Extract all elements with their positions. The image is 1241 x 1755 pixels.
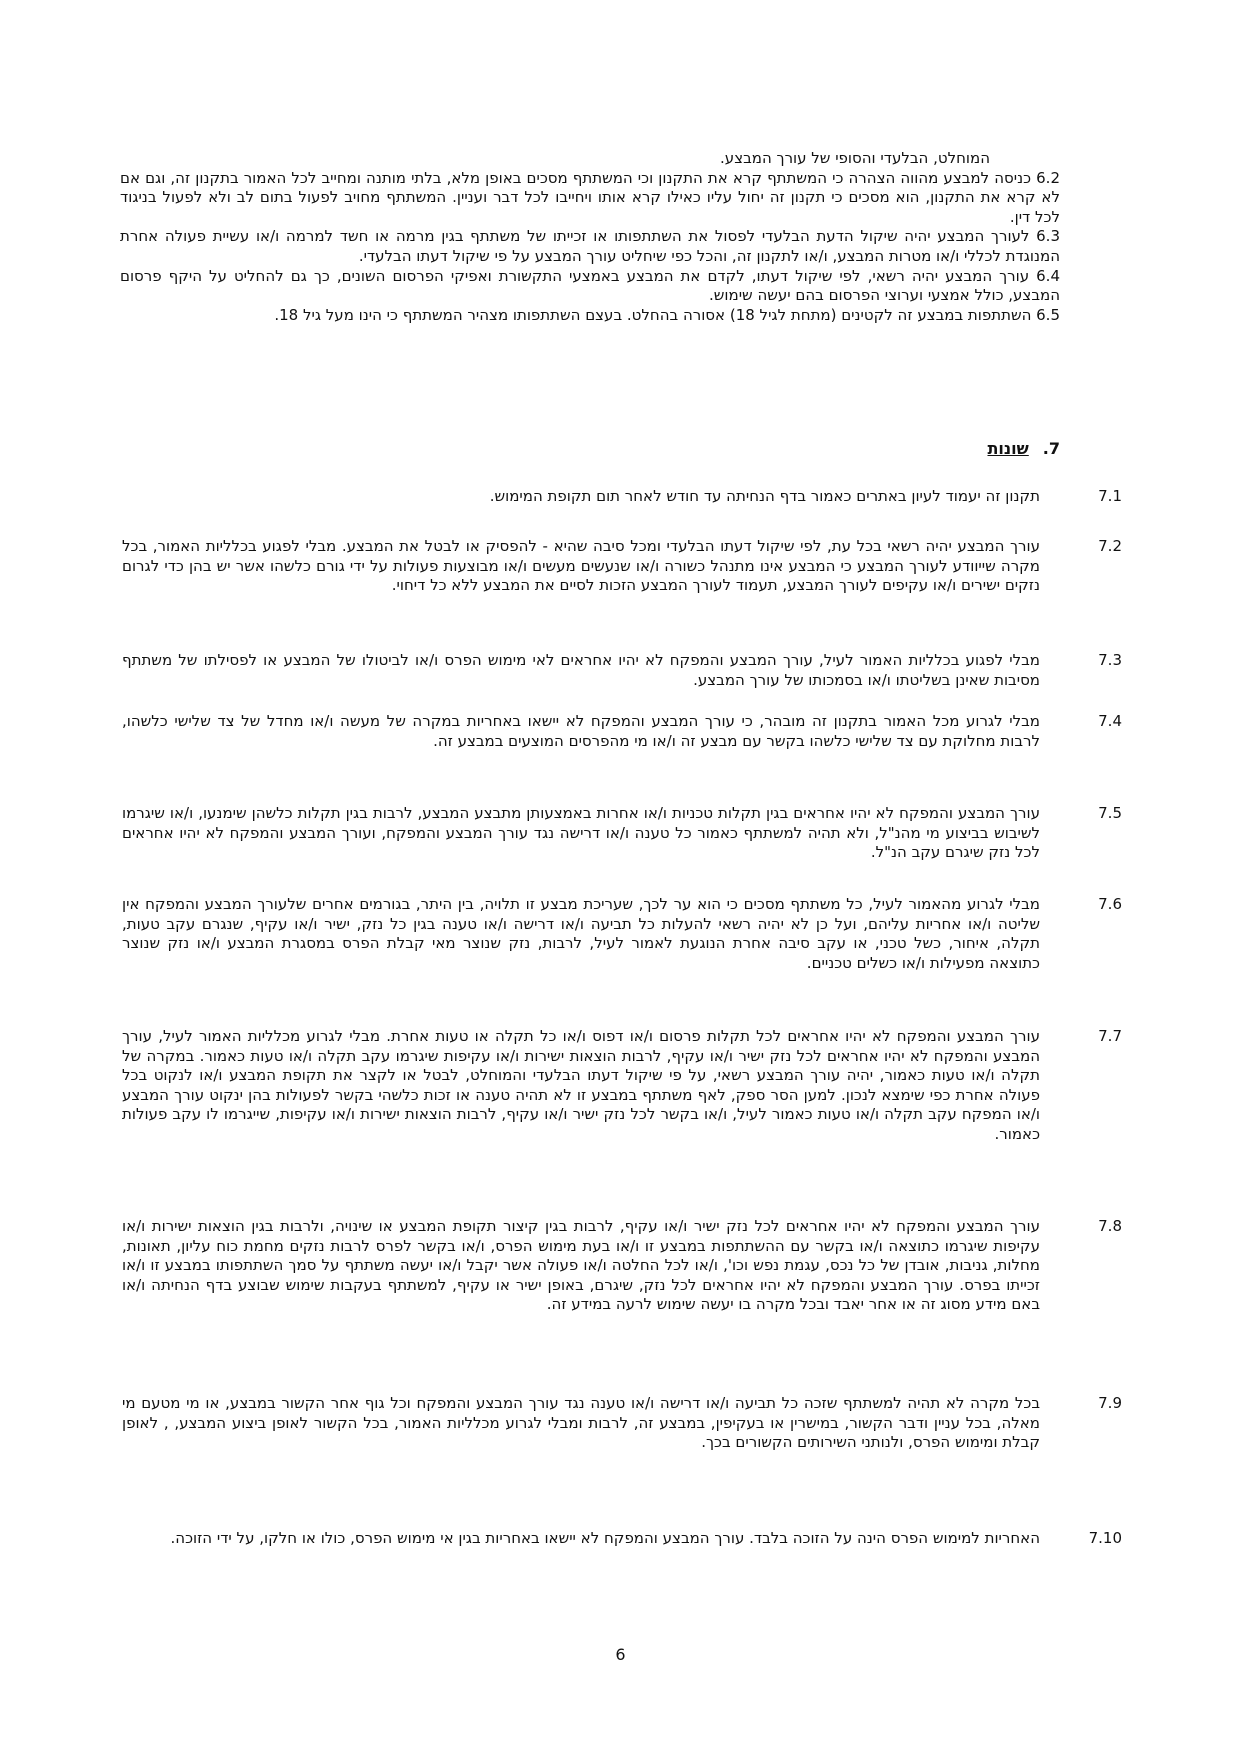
clause-number: 7.4 [1098, 712, 1122, 730]
clause-7-7 [122, 1027, 1122, 1145]
clause-7-6 [122, 895, 1122, 973]
paragraph-6-2: 6.2 כניסה למבצע מהווה הצהרה כי המשתתף קרא את התקנון וכי המשתתף מסכים באופן מלא, בלתי מותנה ומחייב לכל האמור בתקנון זה, וגם אם לא קרא את התקנון, הוא מסכים כי תקנון זה יחול עליו כאילו קרא אותו ויחייבו לכל דבר ועניין. המשתתף מחויב לפעול בתום לב ולא לפעול בניגוד לכל דין. [120, 168, 1060, 226]
clause-text: תקנון זה יעמוד לעיון באתרים כאמור בדף הנחיתה עד חודש לאחר תום תקופת המימוש. [489, 487, 1040, 505]
clause-text: עורך המבצע והמפקח לא יהיו אחראים בגין תקלות טכניות ו/או אחרות באמצעותן מתבצע המבצע, לרבות בגין תקלות כלשהן שימנעו, ו/או שיגרמו לשיבוש בביצוע מי מהנ"ל, ולא תהיה למשתתף כאמור כל טענה ו/או דרישה נגד עורך המבצע והמפקח, ועורך המבצע והמפקח לא יהיו אחראים לכל נזק שיגרם עקב הנ"ל. [122, 804, 1040, 862]
paragraph-6-1-tail: המוחלט, הבלעדי והסופי של עורך המבצע. [720, 149, 990, 167]
clause-7-3 [122, 651, 1122, 690]
clause-number: 7.3 [1098, 651, 1122, 669]
page-number: 6 [615, 1645, 626, 1664]
clause-text: מבלי לגרוע מכל האמור בתקנון זה מובהר, כי עורך המבצע והמפקח לא יישאו באחריות במקרה של מעשה ו/או מחדל של צד שלישי כלשהו, לרבות מחלוקת עם צד שלישי כלשהו בקשר עם מבצע זה ו/או מי מהפרסים המוצעים במבצע זה. [122, 712, 1040, 750]
clause-7-5 [122, 804, 1122, 863]
clause-7-2 [122, 537, 1122, 596]
clause-7-9 [122, 1394, 1122, 1453]
clause-number: 7.6 [1098, 895, 1122, 913]
clause-7-4 [122, 712, 1122, 751]
clause-number: 7.10 [1088, 1529, 1122, 1547]
clause-number: 7.1 [1098, 487, 1122, 505]
section-title: שונות [987, 439, 1029, 458]
clause-number: 7.7 [1098, 1027, 1122, 1045]
paragraph-6-4: 6.4 עורך המבצע יהיה רשאי, לפי שיקול דעתו, לקדם את המבצע באמצעי התקשורת ואפיקי הפרסום השונים, כך גם להחליט על היקף פרסום המבצע, כולל אמצעי וערוצי הפרסום בהם יעשה שימוש. [120, 266, 1060, 305]
section-6-continuation [120, 149, 1060, 325]
clause-number: 7.5 [1098, 804, 1122, 822]
clause-text: האחריות למימוש הפרס הינה על הזוכה בלבד. עורך המבצע והמפקח לא יישאו באחריות בגין אי מימוש הפרס, כולו או חלקו, על ידי הזוכה. [170, 1529, 1040, 1547]
clause-text: עורך המבצע והמפקח לא יהיו אחראים לכל תקלות פרסום ו/או דפוס ו/או כל תקלה או טעות אחרת. מבלי לגרוע מכלליות האמור לעיל, עורך המבצע והמפקח לא יהיו אחראים לכל נזק ישיר ו/או עקיף, לרבות הוצאות ישירות ו/או עקיפות שיגרמו עקב תקלה ו/או טעות כאמור. במקרה של תקלה ו/או טעות כאמור, יהיה עורך המבצע רשאי, על פי שיקול דעתו הבלעדי והמוחלט, לבטל או לקצר את תקופת המבצע ו/או לנקוט בכל פעולה אחרת כפי שימצא לנכון. למען הסר ספק, לאף משתתף במבצע זו לא תהיה טענה או זכות כלשהי בקשר לפעולות בהן ינקוט עורך המבצע ו/או המפקח עקב תקלה ו/או טעות כאמור לעיל, ו/או בקשר לכל נזק ישיר ו/או עקיף, לרבות הוצאות ישירות ו/או עקיפות, שייגרמו לו עקב פעולות כאמור. [122, 1027, 1040, 1143]
clause-7-1 [122, 487, 1122, 507]
paragraph-6-5: 6.5 השתתפות במבצע זה לקטינים (מתחת לגיל 18) אסורה בהחלט. בעצם השתתפותו מצהיר המשתתף כי הינו מעל גיל 18. [274, 305, 1060, 324]
clause-7-8 [122, 1217, 1122, 1315]
clause-text: בכל מקרה לא תהיה למשתתף שזכה כל תביעה ו/או דרישה ו/או טענה נגד עורך המבצע והמפקח וכל גוף אחר הקשור במבצע, או מי מטעם מי מאלה, בכל עניין ודבר הקשור, במישרין או בעקיפין, במבצע זה, לרבות ומבלי לגרוע מכלליות האמור, בכל הקשור לאופן ביצוע המבצע, , לאופן קבלת ומימוש הפרס, ולנותני השירותים הקשורים בכך. [122, 1394, 1040, 1452]
clause-number: 7.8 [1098, 1217, 1122, 1235]
clause-number: 7.9 [1098, 1394, 1122, 1412]
section-number: 7. [1042, 439, 1060, 458]
section-7-heading [987, 439, 1060, 459]
clause-text: עורך המבצע והמפקח לא יהיו אחראים לכל נזק ישיר ו/או עקיף, לרבות בגין קיצור תקופת המבצע או שינויה, ולרבות בגין הוצאות ישירות ו/או עקיפות שיגרמו כתוצאה ו/או בקשר עם ההשתתפות במבצע זו ו/או בעת מימוש הפרס, ו/או בקשר לפרס לרבות נזקים מחמת כוח עליון, תאונות, מחלות, גניבות, אובדן של כל נכס, עגמת נפש וכו', ו/או לכל החלטה ו/או פעולה אשר יקבל ו/או יעשה משתתף על סמך השתתפותו במבצע זו ו/או זכייתו בפרס. עורך המבצע והמפקח לא יהיו אחראים לכל נזק, שיגרם, באופן ישיר או עקיף, למשתתף בעקבות שימוש שבוצע בדף הנחיתה ו/או באם מידע מסוג זה או אחר יאבד ובכל מקרה בו יעשה שימוש לרעה במידע זה. [122, 1217, 1040, 1314]
paragraph-6-3: 6.3 לעורך המבצע יהיה שיקול הדעת הבלעדי לפסול את השתתפותו או זכייתו של משתתף בגין מרמה או חשד למרמה ו/או עשיית פעולה אחרת המנוגדת לכללי ו/או מטרות המבצע, ו/או לתקנון זה, והכל כפי שיחליט עורך המבצע על פי שיקול דעתו הבלעדי. [120, 227, 1060, 265]
clause-text: עורך המבצע יהיה רשאי בכל עת, לפי שיקול דעתו הבלעדי ומכל סיבה שהיא - להפסיק או לבטל את המבצע. מבלי לפגוע בכלליות האמור, בכל מקרה שייוודע לעורך המבצע כי המבצע אינו מתנהל כשורה ו/או שנעשים מעשים ו/או מבוצעות פעולות על ידי גורם כלשהו אשר יש בהן כדי לגרום נזקים ישירים ו/או עקיפים לעורך המבצע, תעמוד לעורך המבצע הזכות לסיים את המבצע ללא כל דיחוי. [122, 537, 1040, 595]
clause-number: 7.2 [1098, 537, 1122, 555]
clause-7-10 [122, 1529, 1122, 1549]
clause-text: מבלי לגרוע מהאמור לעיל, כל משתתף מסכים כי הוא ער לכך, שעריכת מבצע זו תלויה, בין היתר, בגורמים אחרים שלעורך המבצע והמפקח אין שליטה ו/או אחריות עליהם, ועל כן לא יהיה רשאי להעלות כל תביעה ו/או דרישה ו/או טענה בגין כל נזק, ישיר ו/או עקיף, שנגרם עקב טעות, תקלה, איחור, כשל טכני, או עקב סיבה אחרת הנוגעת לאמור לעיל, לרבות, נזק שנוצר מאי קבלת הפרס במסגרת המבצע ו/או נזק שנוצר כתוצאה מפעילות ו/או כשלים טכניים. [122, 895, 1040, 972]
clause-text: מבלי לפגוע בכלליות האמור לעיל, עורך המבצע והמפקח לא יהיו אחראים לאי מימוש הפרס ו/או לביטולו של המבצע או לפסילתו של משתתף מסיבות שאינן בשליטתו ו/או בסמכותו של עורך המבצע. [122, 651, 1040, 689]
